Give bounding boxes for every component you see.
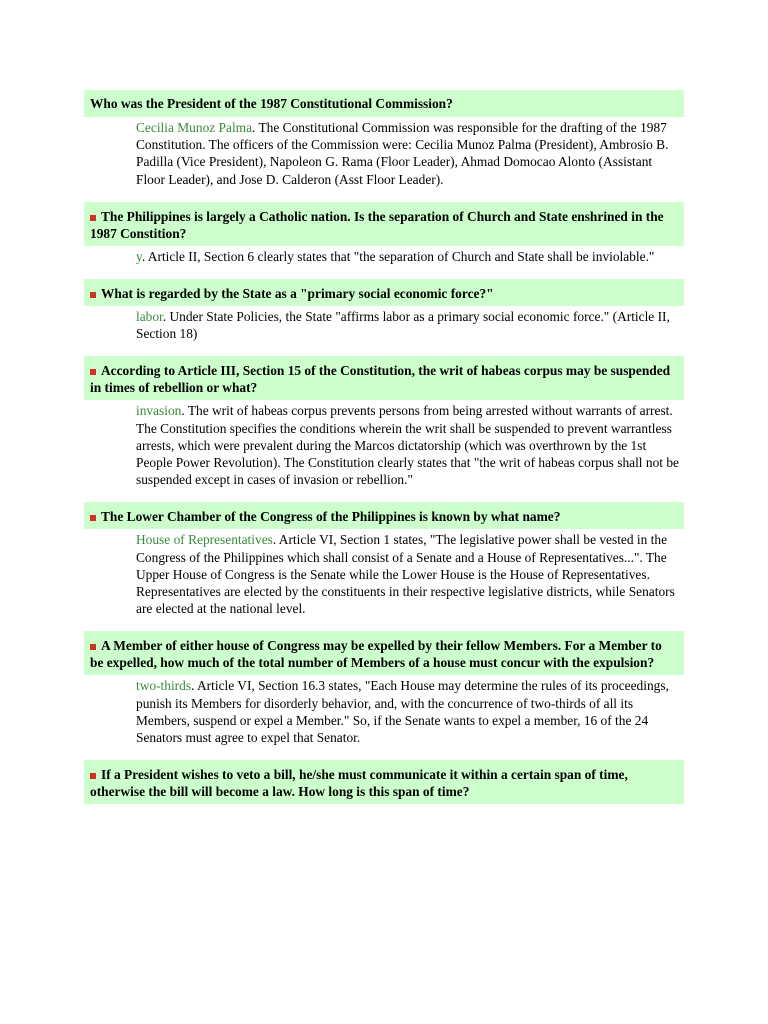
bullet-square-icon bbox=[90, 369, 96, 375]
qa-item-3 bbox=[84, 279, 684, 342]
bullet-square-icon bbox=[90, 644, 96, 650]
qa-item-7 bbox=[84, 760, 684, 804]
qa-item-4 bbox=[84, 356, 684, 488]
answer-4-text: . The writ of habeas corpus prevents persons from being arrested without warrants of arrest. The Constitution specifies the conditions wherein the writ shall be suspended to prevent warrantless arrests, which were prevalent during the Marcos dictatorship (which was overthrown by the 1st People Power Revolution). The Constitution clearly states that "the writ of habeas corpus shall not be suspended except in cases of invasion or rebellion." bbox=[136, 403, 679, 488]
bullet-square-icon bbox=[90, 215, 96, 221]
question-7-text: If a President wishes to veto a bill, he/she must communicate it within a certain span of time, otherwise the bill will become a law. How long is this span of time? bbox=[90, 767, 628, 800]
qa-item-6 bbox=[84, 631, 684, 746]
answer-4-key: invasion bbox=[136, 403, 182, 419]
question-1-text: Who was the President of the 1987 Constitutional Commission? bbox=[90, 96, 453, 111]
question-6 bbox=[84, 631, 684, 675]
bullet-square-icon bbox=[90, 292, 96, 298]
qa-item-2 bbox=[84, 202, 684, 265]
answer-3-text: . Under State Policies, the State "affirms labor as a primary social economic force." (Article II, Section 18) bbox=[136, 309, 670, 342]
qa-item-5 bbox=[84, 502, 684, 617]
answer-2 bbox=[136, 246, 682, 265]
question-5 bbox=[84, 502, 684, 529]
answer-1 bbox=[136, 117, 682, 188]
question-4-text: According to Article III, Section 15 of the Constitution, the writ of habeas corpus may be suspended in times of rebellion or what? bbox=[90, 363, 671, 396]
question-3-text: What is regarded by the State as a "primary social economic force?" bbox=[101, 286, 494, 302]
question-4 bbox=[84, 356, 684, 400]
question-5-text: The Lower Chamber of the Congress of the Philippines is known by what name? bbox=[101, 509, 561, 525]
question-3 bbox=[84, 279, 684, 306]
question-6-text: A Member of either house of Congress may be expelled by their fellow Members. For a Member to be expelled, how much of the total number of Members of a house must concur with the expulsion? bbox=[90, 638, 662, 671]
answer-5 bbox=[136, 529, 682, 617]
question-2 bbox=[84, 202, 684, 246]
bullet-square-icon bbox=[90, 773, 96, 779]
bullet-square-icon bbox=[90, 515, 96, 521]
document-body bbox=[84, 90, 684, 818]
answer-2-key: y bbox=[136, 248, 142, 264]
answer-2-text: . Article II, Section 6 clearly states that "the separation of Church and State shall be inviolable." bbox=[141, 248, 655, 264]
answer-1-key: Cecilia Munoz Palma bbox=[136, 120, 253, 135]
qa-item-1 bbox=[84, 90, 684, 188]
answer-6-key: two-thirds bbox=[136, 678, 192, 694]
answer-5-key: House of Representatives bbox=[136, 532, 273, 548]
question-2-text: The Philippines is largely a Catholic nation. Is the separation of Church and State enshrined in the 1987 Constition? bbox=[90, 208, 664, 241]
answer-4 bbox=[136, 400, 682, 488]
answer-3-key: labor bbox=[136, 309, 163, 325]
answer-3 bbox=[136, 306, 682, 342]
question-7 bbox=[84, 760, 684, 804]
answer-6-text: . Article VI, Section 16.3 states, "Each House may determine the rules of its proceedings, punish its Members for disorderly behavior, and, with the concurrence of two-thirds of all its Members, suspend or expel a Member." So, if the Senate wants to expel a member, 16 of the 24 Senators must agree to expel that Senator. bbox=[136, 678, 669, 746]
question-1 bbox=[84, 90, 684, 117]
answer-5-text: . Article VI, Section 1 states, "The legislative power shall be vested in the Congress of the Philippines which shall consist of a Senate and a House of Representatives...". The Upper House of Congress is the Senate while the Lower House is the House of Representatives. Representatives are elected by the constituents in their respective legislative districts, while Senators are elected at the national level. bbox=[136, 532, 675, 617]
answer-6 bbox=[136, 675, 682, 746]
answer-1-text: . The Constitutional Commission was responsible for the drafting of the 1987 Constitution. The officers of the Commission were: Cecilia Munoz Palma (President), Ambrosio B. Padilla (Vice President), Napoleon G. Rama (Floor Leader), Ahmad Domocao Alonto (Assistant Floor Leader), and Jose D. Calderon (Asst Floor Leader). bbox=[136, 120, 669, 187]
